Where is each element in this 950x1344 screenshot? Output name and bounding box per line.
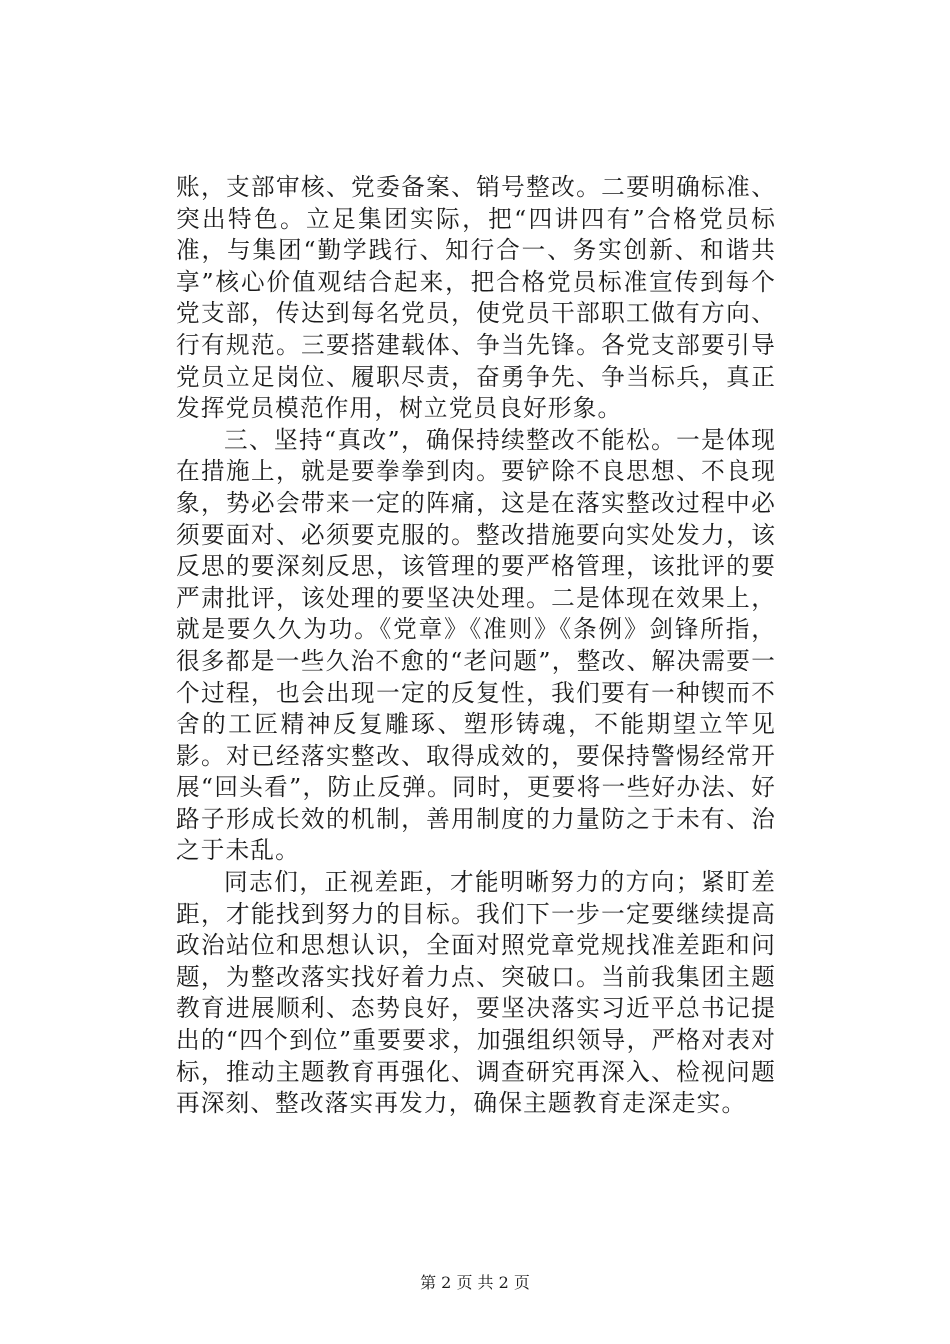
paragraph-section-three: 三、坚持“真改”，确保持续整改不能松。一是体现在措施上，就是要拳拳到肉。要铲除不良思想、不良现象，势必会带来一定的阵痛，这是在落实整改过程中必须要面对、必须要克服的。整改措施要向实处发力，该反思的要深刻反思，该管理的要严格管理，该批评的要严肃批评，该处理的要坚决处理。二是体现在效果上，就是要久久为功。《党章》《准则》《条例》剑锋所指，很多都是一些久治不愈的“老问题”，整改、解决需要一个过程，也会出现一定的反复性，我们要有一种锲而不舍的工匠精神反复雕琢、塑形铸魂，不能期望立竿见影。对已经落实整改、取得成效的，要保持警惕经常开展“回头看”，防止反弹。同时，更要将一些好办法、好路子形成长效的机制，善用制度的力量防之于未有、治之于未乱。: [176, 425, 776, 865]
document-body: [176, 172, 776, 1120]
page-footer: 第 2 页 共 2 页: [420, 1273, 530, 1292]
paragraph-closing: 同志们，正视差距，才能明晰努力的方向；紧盯差距，才能找到努力的目标。我们下一步一定要继续提高政治站位和思想认识，全面对照党章党规找准差距和问题，为整改落实找好着力点、突破口。当前我集团主题教育进展顺利、态势良好，要坚决落实习近平总书记提出的“四个到位”重要要求，加强组织领导，严格对表对标，推动主题教育再强化、调查研究再深入、检视问题再深刻、整改落实再发力，确保主题教育走深走实。: [176, 868, 776, 1118]
paragraph-continuation: 账，支部审核、党委备案、销号整改。二要明确标准、突出特色。立足集团实际，把“四讲四有”合格党员标准，与集团“勤学践行、知行合一、务实创新、和谐共享”核心价值观结合起来，把合格党员标准宣传到每个党支部，传达到每名党员，使党员干部职工做有方向、行有规范。三要搭建载体、争当先锋。各党支部要引导党员立足岗位、履职尽责，奋勇争先、争当标兵，真正发挥党员模范作用，树立党员良好形象。: [176, 173, 776, 423]
